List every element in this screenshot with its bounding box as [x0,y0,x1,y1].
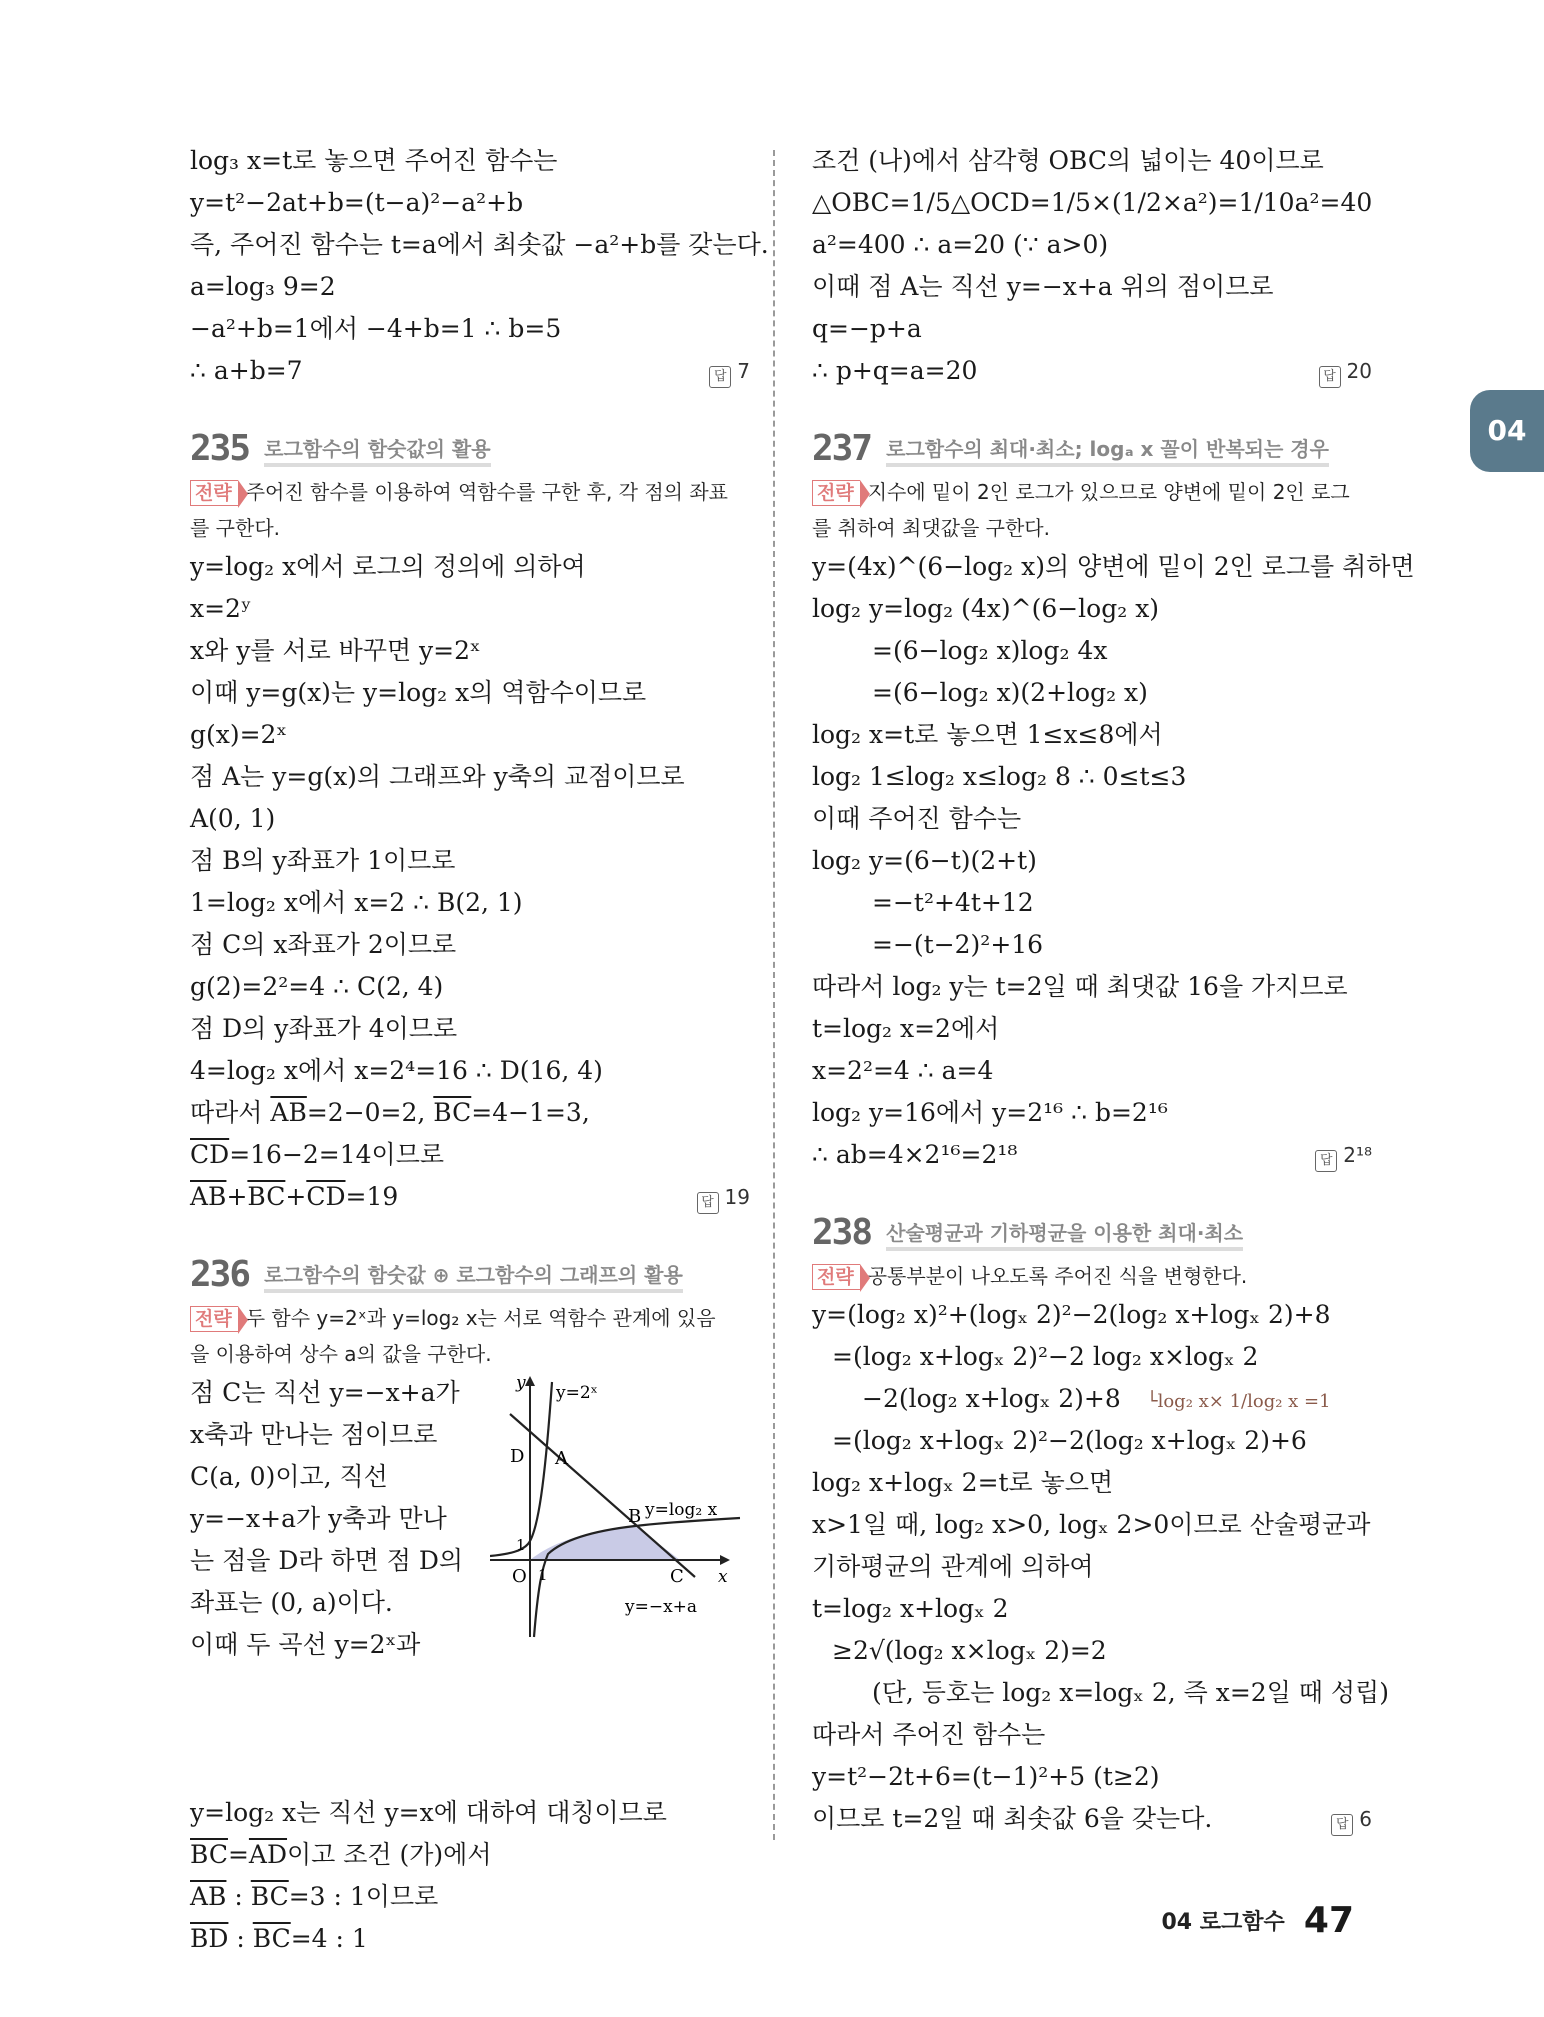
text-line: 1=log₂ x에서 x=2 ∴ B(2, 1) [190,888,523,917]
chapter-tab[interactable]: 04 [1470,390,1544,472]
point-B: B [628,1506,642,1527]
problem-heading [812,1206,1372,1258]
text-line: x와 y를 서로 바꾸면 y=2ˣ [190,636,481,665]
label-x-axis: x [718,1567,728,1587]
strategy-note [812,1258,1372,1294]
text: + [285,1182,307,1211]
solution-236-continued [812,140,1372,392]
text-line: 따라서 주어진 함수는 [812,1720,1046,1749]
annotation-note: └log₂ x× 1/log₂ x =1 [1146,1391,1331,1412]
text-line: 는 점을 D라 하면 점 D의 [190,1546,464,1575]
problem-title: 산술평균과 기하평균을 이용한 최대·최소 [886,1221,1243,1251]
tick-one-x: 1 [538,1566,548,1584]
text-line: y=log₂ x는 직선 y=x에 대하여 대칭이므로 [190,1798,667,1827]
text-line: y=(log₂ x)²+(logₓ 2)²−2(log₂ x+logₓ 2)+8 [812,1300,1331,1329]
problem-number: 238 [812,1211,872,1253]
answer-badge [697,1176,750,1218]
segment-line [190,1918,750,1960]
text-line: 따라서 log₂ y는 t=2일 때 최댓값 16을 가지므로 [812,972,1348,1001]
text-line: log₂ x=t로 놓으면 1≤x≤8에서 [812,720,1163,749]
strategy-text: 를 구한다. [190,516,280,540]
strategy-text: 지수에 밑이 2인 로그가 있으므로 양변에 밑이 2인 로그 [867,480,1350,504]
text-line: 이때 주어진 함수는 [812,804,1022,833]
problem-number: 237 [812,427,872,469]
strategy-tag: 전략 [812,1264,860,1290]
text: =16−2=14이므로 [229,1140,445,1169]
answer-value: 7 [737,359,750,383]
text-line: =(6−log₂ x)log₂ 4x [872,636,1108,665]
text: =4−1=3, [471,1098,590,1127]
answer-mark-icon: 답 [1319,366,1341,388]
point-C: C [670,1566,684,1587]
answer-mark-icon: 답 [697,1192,719,1214]
problem-title: 로그함수의 함숫값의 활용 [264,437,490,467]
problem-title: 로그함수의 함숫값 ⊕ 로그함수의 그래프의 활용 [264,1263,683,1293]
text-line: 점 C의 x좌표가 2이므로 [190,930,457,959]
text-line: y=t²−2at+b=(t−a)²−a²+b [190,188,524,217]
segment-line [190,1834,750,1876]
text-line: 좌표는 (0, a)이다. [190,1588,393,1617]
text-line: 이때 두 곡선 y=2ˣ과 [190,1630,421,1659]
final-line: 이므로 t=2일 때 최솟값 6을 갖는다. [812,1804,1213,1833]
text-line [812,1134,1372,1176]
text-line [812,1378,1372,1420]
text-line: A(0, 1) [190,804,276,833]
text-line: =−(t−2)²+16 [872,930,1044,959]
text: 이고 조건 (가)에서 [287,1840,492,1869]
label-exp: y=2ˣ [556,1383,598,1403]
text-line: y=t²−2t+6=(t−1)²+5 (t≥2) [812,1762,1160,1791]
label-y-axis: y [516,1373,526,1393]
strategy-text: 주어진 함수를 이용하여 역함수를 구한 후, 각 점의 좌표 [245,480,728,504]
text-line: q=−p+a [812,314,922,343]
text-line: y=−x+a가 y축과 만나 [190,1504,447,1533]
point-D: D [510,1446,525,1467]
segment-bc: $\overline{BC}$ [250,1882,289,1911]
segment-line [190,1134,750,1176]
text: =19 [345,1182,399,1211]
strategy-note [190,474,750,546]
text-line: x>1일 때, log₂ x>0, logₓ 2>0이므로 산술평균과 [812,1510,1371,1539]
exp-curve [490,1382,552,1556]
figure-side-text [190,1372,490,1666]
answer-mark-icon: 답 [1331,1814,1353,1836]
segment-ad: $\overline{AD}$ [248,1840,288,1869]
label-line: y=−x+a [625,1597,698,1617]
problem-number: 236 [190,1253,250,1295]
final-line: ∴ ab=4×2¹⁶=2¹⁸ [812,1140,1018,1169]
text-line: log₂ 1≤log₂ x≤log₂ 8 ∴ 0≤t≤3 [812,762,1187,791]
text-line [812,1798,1372,1840]
strategy-text: 를 취하여 최댓값을 구한다. [812,516,1050,540]
text: : [228,1924,253,1953]
problem-number: 235 [190,427,250,469]
answer-badge [1319,350,1372,392]
text-line [812,350,1372,392]
figure-block [190,1372,750,1792]
answer-mark-icon: 답 [709,366,731,388]
function-graph [490,1372,750,1642]
text: =2−0=2, [306,1098,434,1127]
strategy-tag: 전략 [812,480,860,506]
text-line [190,350,750,392]
text-line: log₂ y=log₂ (4x)^(6−log₂ x) [812,594,1160,623]
segment-ab: $\overline{AB}$ [270,1098,307,1127]
answer-badge [1331,1798,1372,1840]
segment-line [190,1876,750,1918]
segment-cd: $\overline{CD}$ [306,1182,346,1211]
segment-bc: $\overline{BC}$ [190,1840,228,1869]
problem-238 [812,1206,1389,1840]
strategy-text: 을 이용하여 상수 a의 값을 구한다. [190,1342,492,1366]
segment-bc: $\overline{BC}$ [433,1098,472,1127]
segment-bc: $\overline{BC}$ [247,1182,286,1211]
problem-237 [812,422,1415,1176]
text-line: x=2ʸ [190,594,252,623]
expr: −2(log₂ x+logₓ 2)+8 [862,1384,1121,1413]
final-line: ∴ p+q=a=20 [812,356,978,385]
text-line: =(6−log₂ x)(2+log₂ x) [872,678,1148,707]
answer-value: 19 [724,1185,750,1209]
text-line: g(2)=2²=4 ∴ C(2, 4) [190,972,444,1001]
solution-234-continued [190,140,769,392]
answer-mark-icon: 답 [1315,1150,1337,1172]
text-line: −a²+b=1에서 −4+b=1 ∴ b=5 [190,314,562,343]
text-line: a²=400 ∴ a=20 (∵ a>0) [812,230,1109,259]
answer-badge [709,350,750,392]
text-line: log₂ x+logₓ 2=t로 놓으면 [812,1468,1114,1497]
strategy-note [812,474,1372,546]
segment-cd: $\overline{CD}$ [190,1140,230,1169]
segment-line [190,1176,750,1218]
x-axis-arrow-icon [720,1555,730,1565]
segment-bd: $\overline{BD}$ [190,1924,229,1953]
text-line: =(log₂ x+logₓ 2)²−2(log₂ x+logₓ 2)+6 [832,1426,1307,1455]
strategy-text: 공통부분이 나오도록 주어진 식을 변형한다. [867,1264,1248,1288]
text-line: 이때 점 A는 직선 y=−x+a 위의 점이므로 [812,272,1274,301]
page-footer [1162,1900,1355,1941]
text-line: 기하평균의 관계에 의하여 [812,1552,1094,1581]
strategy-text: 두 함수 y=2ˣ과 y=log₂ x는 서로 역함수 관계에 있음 [245,1306,716,1330]
problem-heading [812,422,1372,474]
text: + [226,1182,248,1211]
text-line: t=log₂ x=2에서 [812,1014,1000,1043]
text-line: x=2²=4 ∴ a=4 [812,1056,994,1085]
text-line: 조건 (나)에서 삼각형 OBC의 넓이는 40이므로 [812,146,1324,175]
text: : [226,1882,251,1911]
point-A: A [555,1448,568,1469]
text-line: =(log₂ x+logₓ 2)²−2 log₂ x×logₓ 2 [832,1342,1259,1371]
text-line: (단, 등호는 log₂ x=logₓ 2, 즉 x=2일 때 성립) [872,1678,1389,1707]
problem-235 [190,422,750,1218]
y-axis-arrow-icon [525,1376,535,1386]
problem-heading [190,422,750,474]
strategy-tag: 전략 [190,480,238,506]
final-line: ∴ a+b=7 [190,356,303,385]
text-line: 점 B의 y좌표가 1이므로 [190,846,456,875]
segment-bc: $\overline{BC}$ [252,1924,291,1953]
text-line: y=(4x)^(6−log₂ x)의 양변에 밑이 2인 로그를 취하면 [812,552,1415,581]
text-line: log₃ x=t로 놓으면 주어진 함수는 [190,146,558,175]
answer-value: 2¹⁸ [1343,1143,1372,1167]
origin-O: O [512,1566,527,1587]
tick-one-y: 1 [516,1536,526,1554]
answer-value: 20 [1346,359,1372,383]
segment-line [190,1092,750,1134]
text: = [227,1840,249,1869]
problem-236 [190,1248,750,1960]
segment-ab: $\overline{AB}$ [190,1182,227,1211]
text-line: 점 C는 직선 y=−x+a가 [190,1378,460,1407]
text-line: ≥2√(log₂ x×logₓ 2)=2 [832,1636,1107,1665]
text-line: t=log₂ x+logₓ 2 [812,1594,1009,1623]
text-line: y=log₂ x에서 로그의 정의에 의하여 [190,552,586,581]
text-line: log₂ y=16에서 y=2¹⁶ ∴ b=2¹⁶ [812,1098,1168,1127]
text-line: △OBC=1/5△OCD=1/5×(1/2×a²)=1/10a²=40 [812,188,1373,217]
text-line: a=log₃ 9=2 [190,272,336,301]
text-line: 4=log₂ x에서 x=2⁴=16 ∴ D(16, 4) [190,1056,603,1085]
segment-ab: $\overline{AB}$ [190,1882,227,1911]
problem-heading [190,1248,750,1300]
text-line: 점 D의 y좌표가 4이므로 [190,1014,458,1043]
text-line: 즉, 주어진 함수는 t=a에서 최솟값 −a²+b를 갖는다. [190,230,769,259]
answer-value: 6 [1359,1807,1372,1831]
strategy-note [190,1300,750,1372]
right-column [812,140,1415,1840]
text-line: C(a, 0)이고, 직선 [190,1462,388,1491]
left-column [190,140,769,1960]
text-line: x축과 만나는 점이므로 [190,1420,438,1449]
problem-title: 로그함수의 최대·최소; logₐ x 꼴이 반복되는 경우 [886,437,1329,467]
text-line: g(x)=2ˣ [190,720,288,749]
text: =3 : 1이므로 [288,1882,439,1911]
text-line: =−t²+4t+12 [872,888,1034,917]
text: 따라서 [190,1098,271,1127]
text-line: 점 A는 y=g(x)의 그래프와 y축의 교점이므로 [190,762,685,791]
text-line: 이때 y=g(x)는 y=log₂ x의 역함수이므로 [190,678,647,707]
answer-badge [1315,1134,1372,1176]
strategy-tag: 전략 [190,1306,238,1332]
text: =4 : 1 [290,1924,368,1953]
column-divider [773,150,775,1840]
text-line: log₂ y=(6−t)(2+t) [812,846,1037,875]
footer-chapter: 04 로그함수 [1161,1910,1285,1935]
label-log: y=log₂ x [645,1500,718,1520]
page-number: 47 [1303,1900,1354,1941]
